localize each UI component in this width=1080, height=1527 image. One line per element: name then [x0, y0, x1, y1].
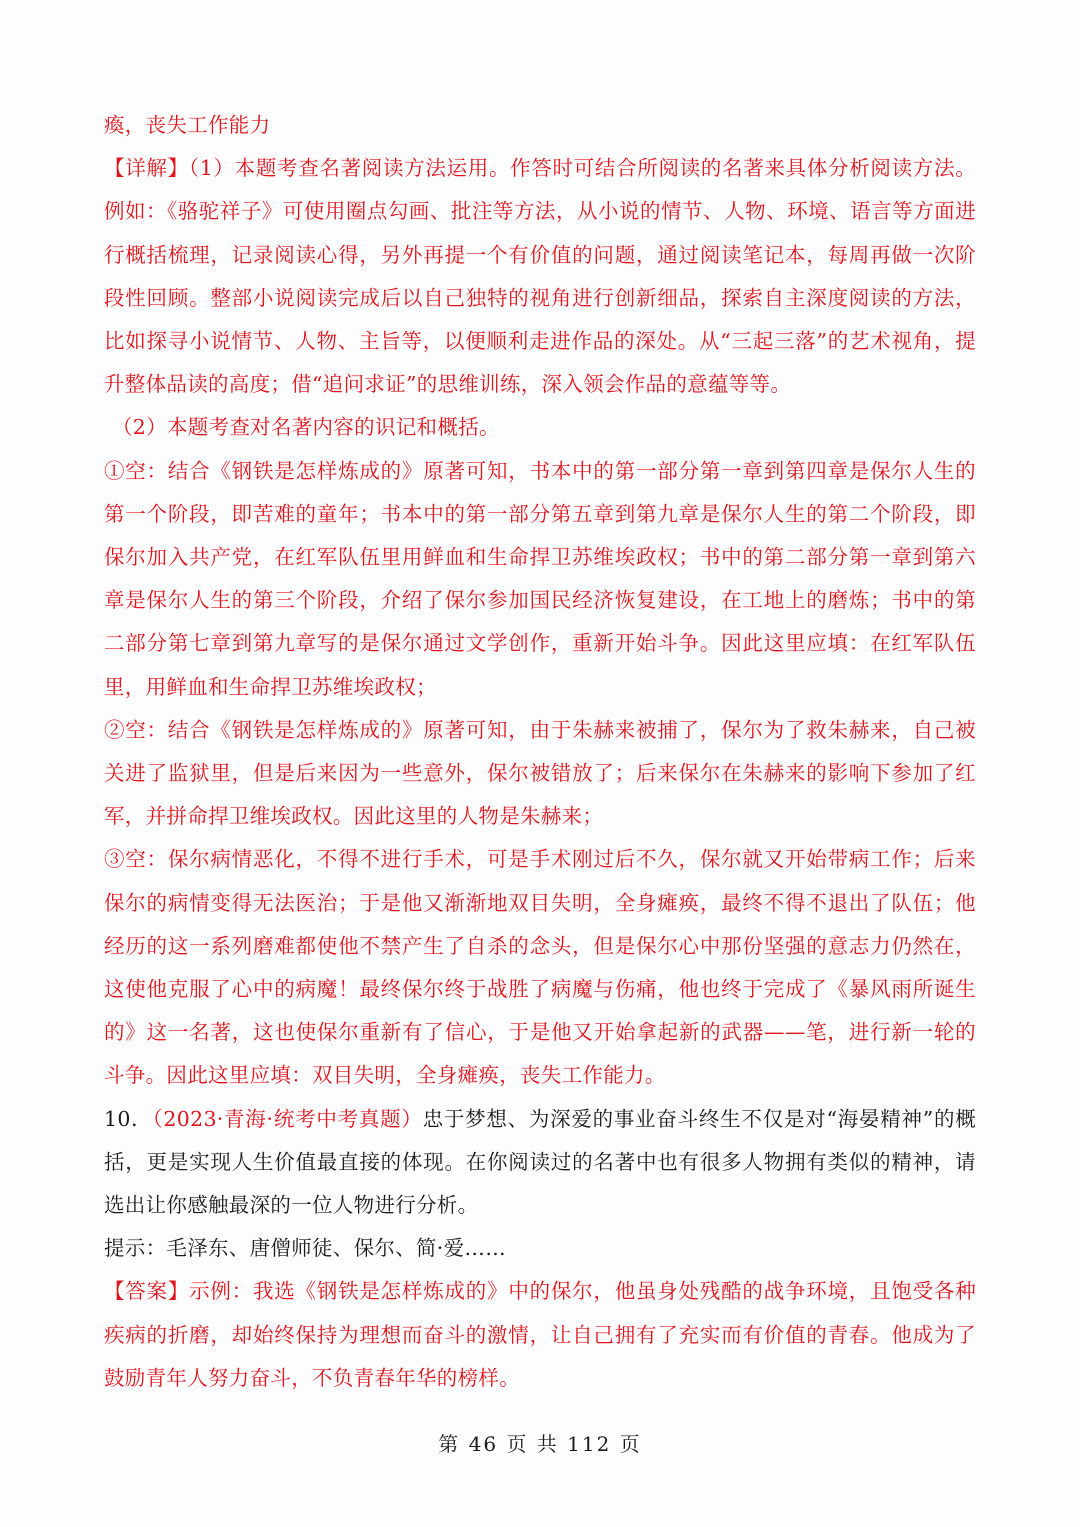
question-10 — [104, 1098, 976, 1228]
question-text: 忠于梦想、为深爱的事业奋斗终生不仅是对“海晏精神”的概括，更是实现人生价值最直接的体现。在你阅读过的名著中也有很多人物拥有类似的精神，请选出让你感触最深的一位人物进行分析。 — [104, 1106, 976, 1218]
question-source: （2023·青海·统考中考真题） — [152, 1106, 423, 1131]
detail-tag: 【详解】 — [104, 156, 189, 181]
detail-text-1: （1）本题考查名著阅读方法运用。作答时可结合所阅读的名著来具体分析阅读方法。例如：《骆驼祥子》可使用圈点勾画、批注等方法，从小说的情节、人物、环境、语言等方面进行概括梳理，记录阅读心得，另外再提一个有价值的问题，通过阅读笔记本，每周再做一次阶段性回顾。整部小说阅读完成后以自己独特的视角进行创新细品，探索自主深度阅读的方法，比如探寻小说情节、人物、主旨等，以便顺利走进作品的深处。从“三起三落”的艺术视角，提升整体品读的高度；借“追问求证”的思维训练，深入领会作品的意蕴等等。 — [104, 156, 976, 397]
detail-paragraph-1 — [104, 147, 976, 406]
page-footer: 第 46 页 共 112 页 — [438, 1432, 642, 1456]
answer-text: 示例：我选《钢铁是怎样炼成的》中的保尔，他虽身处残酷的战争环境，且饱受各种疾病的折磨，却始终保持为理想而奋斗的激情，让自己拥有了充实而有价值的青春。他成为了鼓励青年人努力奋斗，不负青春年华的榜样。 — [104, 1279, 976, 1390]
blank-3-explanation: ③空：保尔病情恶化，不得不进行手术，可是手术刚过后不久，保尔就又开始带病工作；后来保尔的病情变得无法医治；于是他又渐渐地双目失明，全身瘫痪，最终不得不退出了队伍；他经历的这一系列磨难都使他不禁产生了自杀的念头，但是保尔心中那份坚强的意志力仍然在，这使他克服了心中的病魔！最终保尔终于战胜了病魔与伤痛，他也终于完成了《暴风雨所诞生的》这一名著，这也使保尔重新有了信心，于是他又开始拿起新的武器——笔，进行新一轮的斗争。因此这里应填：双目失明，全身瘫痪，丧失工作能力。 — [104, 847, 976, 1088]
detail-paragraph-2: （2）本题考查对名著内容的识记和概括。 — [112, 415, 500, 440]
answer-tag: 【答案】 — [104, 1279, 190, 1304]
answer-paragraph — [104, 1270, 976, 1400]
continued-line: 瘓，丧失工作能力 — [104, 113, 271, 137]
question-number: 10． — [104, 1106, 153, 1131]
question-hint: 提示：毛泽东、唐僧师徒、保尔、简·爱…… — [104, 1236, 507, 1261]
page-content — [104, 104, 976, 1400]
blank-1-explanation: ①空：结合《钢铁是怎样炼成的》原著可知，书本中的第一部分第一章到第四章是保尔人生的第一个阶段，即苦难的童年；书本中的第一部分第五章到第九章是保尔人生的第二个阶段，即保尔加入共产党，在红军队伍里用鲜血和生命捍卫苏维埃政权；书中的第二部分第一章到第六章是保尔人生的第三个阶段，介绍了保尔参加国民经济恢复建设，在工地上的磨炼；书中的第二部分第七章到第九章写的是保尔通过文学创作，重新开始斗争。因此这里应填：在红军队伍里，用鲜血和生命捍卫苏维埃政权； — [104, 458, 976, 699]
blank-2-explanation: ②空：结合《钢铁是怎样炼成的》原著可知，由于朱赫来被捕了，保尔为了救朱赫来，自己被关进了监狱里，但是后来因为一些意外，保尔被错放了；后来保尔在朱赫来的影响下参加了红军，并拼命捍卫维埃政权。因此这里的人物是朱赫来； — [104, 717, 976, 829]
